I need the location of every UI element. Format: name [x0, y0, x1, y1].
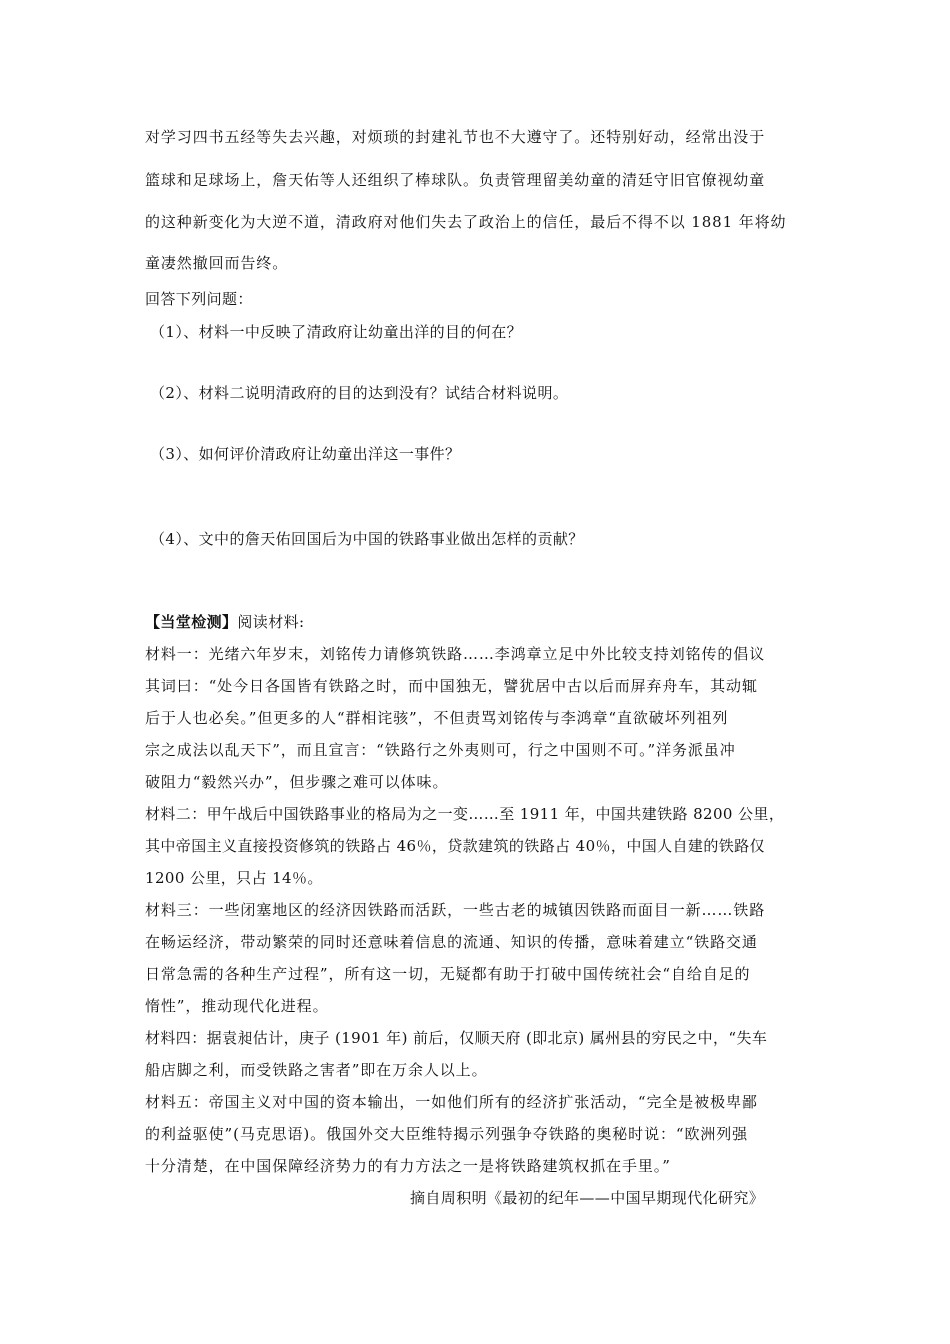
material-line: 惰性”，推动现代化进程。 — [145, 997, 329, 1015]
material-line: 宗之成法以乱天下”，而且宣言：“铁路行之外夷则可，行之中国则不可。”洋务派虽冲 — [145, 741, 736, 759]
material-line: 十分清楚，在中国保障经济势力的有力方法之一是将铁路建筑权抓在手里。” — [145, 1157, 671, 1175]
section-heading: 【当堂检测】 — [145, 613, 238, 631]
passage-line: 篮球和足球场上，詹天佑等人还组织了棒球队。负责管理留美幼童的清廷守旧官僚视幼童 — [145, 171, 766, 189]
passage-line: 童凄然撤回而告终。 — [145, 254, 289, 272]
material-line: 1200 公里，只占 14％。 — [145, 869, 323, 887]
material-line: 的利益驱使”(马克思语)。俄国外交大臣维特揭示列强争夺铁路的奥秘时说：“欧洲列强 — [145, 1125, 749, 1143]
answer-prompt: 回答下列问题： — [145, 290, 253, 308]
material-line: 其词曰：“处今日各国皆有铁路之时，而中国独无，譬犹居中古以后而屏弃舟车，其动辄 — [145, 677, 758, 695]
material-line: 其中帝国主义直接投资修筑的铁路占 46％，贷款建筑的铁路占 40％，中国人自建的铁路仅 — [145, 837, 765, 855]
question-1: （1）、材料一中反映了清政府让幼童出洋的目的何在？ — [150, 323, 523, 341]
material-line: 在畅运经济，带动繁荣的同时还意味着信息的流通、知识的传播，意味着建立“铁路交通 — [145, 933, 758, 951]
material-line: 材料三：一些闭塞地区的经济因铁路而活跃，一些古老的城镇因铁路而面目一新……铁路 — [145, 901, 766, 919]
material-line: 日常急需的各种生产过程”，所有这一切，无疑都有助于打破中国传统社会“自给自足的 — [145, 965, 751, 983]
question-3: （3）、如何评价清政府让幼童出洋这一事件？ — [150, 445, 461, 463]
question-4: （4）、文中的詹天佑回国后为中国的铁路事业做出怎样的贡献？ — [150, 530, 584, 548]
section-intro: 阅读材料: — [237, 613, 305, 631]
passage-line: 对学习四书五经等失去兴趣，对烦琐的封建礼节也不大遵守了。还特别好动，经常出没于 — [145, 128, 766, 146]
material-line: 材料四：据袁昶估计，庚子 (1901 年) 前后，仅顺天府 (即北京) 属州县的穷民之中，“失车 — [145, 1029, 768, 1047]
section-title — [145, 612, 304, 632]
material-line: 材料五：帝国主义对中国的资本输出，一如他们所有的经济扩张活动，“完全是被极卑鄙 — [145, 1093, 758, 1111]
passage-line: 的这种新变化为大逆不道，清政府对他们失去了政治上的信任，最后不得不以 1881 年将幼 — [145, 213, 787, 231]
material-line: 破阻力“毅然兴办”，但步骤之难可以体味。 — [145, 773, 449, 791]
material-line: 材料二：甲午战后中国铁路事业的格局为之一变……至 1911 年，中国共建铁路 8200 公里， — [145, 805, 785, 823]
material-line: 后于人也必矣。”但更多的人“群相诧骇”，不但责骂刘铭传与李鸿章“直欲破坏列祖列 — [145, 709, 729, 727]
question-2: （2）、材料二说明清政府的目的达到没有？试结合材料说明。 — [150, 384, 569, 402]
material-line: 船店脚之利，而受铁路之害者”即在万余人以上。 — [145, 1061, 488, 1079]
source-citation: 摘自周积明《最初的纪年——中国早期现代化研究》 — [410, 1189, 765, 1207]
material-line: 材料一：光绪六年岁末，刘铭传力请修筑铁路……李鸿章立足中外比较支持刘铭传的倡议 — [145, 645, 766, 663]
